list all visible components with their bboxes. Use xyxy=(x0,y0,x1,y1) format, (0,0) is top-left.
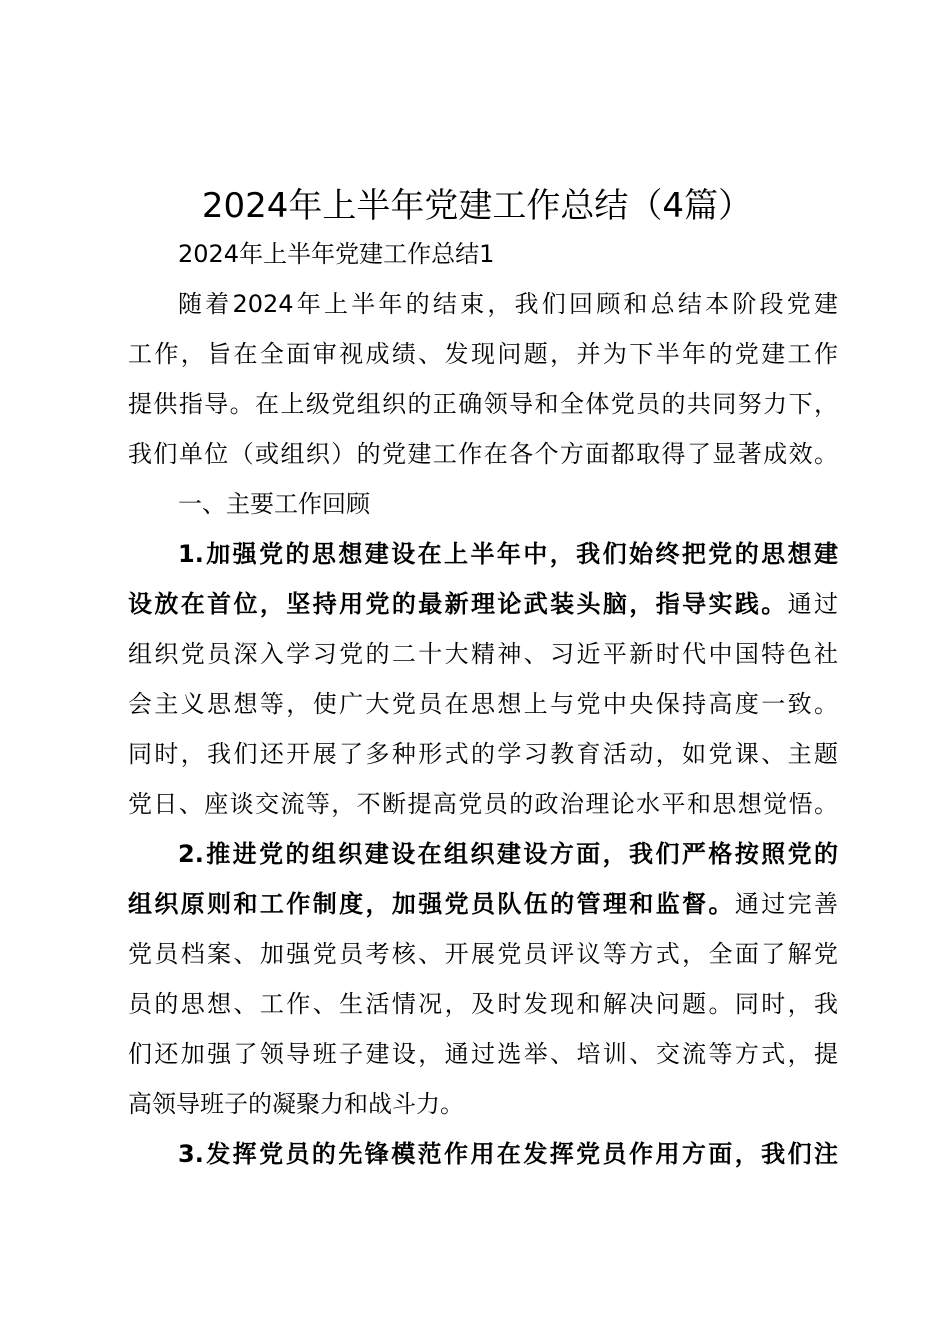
item2-bold-line-2: 组织原则和工作制度，加强党员队伍的管理和监督。 xyxy=(128,890,735,918)
document-subtitle: 2024年上半年党建工作总结1 xyxy=(178,240,495,268)
item1-bold-line-2: 设放在首位，坚持用党的最新理论武装头脑，指导实践。 xyxy=(128,590,788,618)
item2-line-4: 员的思想、工作、生活情况，及时发现和解决问题。同时，我 xyxy=(128,990,838,1018)
section-heading-1: 一、主要工作回顾 xyxy=(178,490,370,518)
item2-line-3: 党员档案、加强党员考核、开展党员评议等方式，全面了解党 xyxy=(128,940,838,968)
item1-line-2-tail: 通过 xyxy=(787,590,839,618)
item1-line-6: 党日、座谈交流等，不断提高党员的政治理论水平和思想觉悟。 xyxy=(128,790,838,818)
intro-line-4: 我们单位（或组织）的党建工作在各个方面都取得了显著成效。 xyxy=(128,440,838,468)
item2-line-2 xyxy=(128,888,838,920)
item2-line-5: 们还加强了领导班子建设，通过选举、培训、交流等方式，提 xyxy=(128,1040,838,1068)
item1-line-3: 组织党员深入学习党的二十大精神、习近平新时代中国特色社 xyxy=(128,640,838,668)
item3-bold-line-1: 3.发挥党员的先锋模范作用在发挥党员作用方面，我们注 xyxy=(178,1140,838,1168)
item1-line-4: 会主义思想等，使广大党员在思想上与党中央保持高度一致。 xyxy=(128,690,838,718)
item2-line-6: 高领导班子的凝聚力和战斗力。 xyxy=(128,1090,464,1118)
item1-line-2 xyxy=(128,588,838,620)
item1-line-5: 同时，我们还开展了多种形式的学习教育活动，如党课、主题 xyxy=(128,740,838,768)
intro-line-3: 提供指导。在上级党组织的正确领导和全体党员的共同努力下， xyxy=(128,390,838,418)
item2-line-2-tail: 通过完善 xyxy=(734,890,839,918)
intro-line-2: 工作，旨在全面审视成绩、发现问题，并为下半年的党建工作 xyxy=(128,340,838,368)
document-title: 2024年上半年党建工作总结（4篇） xyxy=(201,186,753,226)
intro-line-1: 随着2024年上半年的结束，我们回顾和总结本阶段党建 xyxy=(178,290,838,318)
item2-bold-line-1: 2.推进党的组织建设在组织建设方面，我们严格按照党的 xyxy=(178,840,838,868)
item1-bold-line-1: 1.加强党的思想建设在上半年中，我们始终把党的思想建 xyxy=(178,540,838,568)
